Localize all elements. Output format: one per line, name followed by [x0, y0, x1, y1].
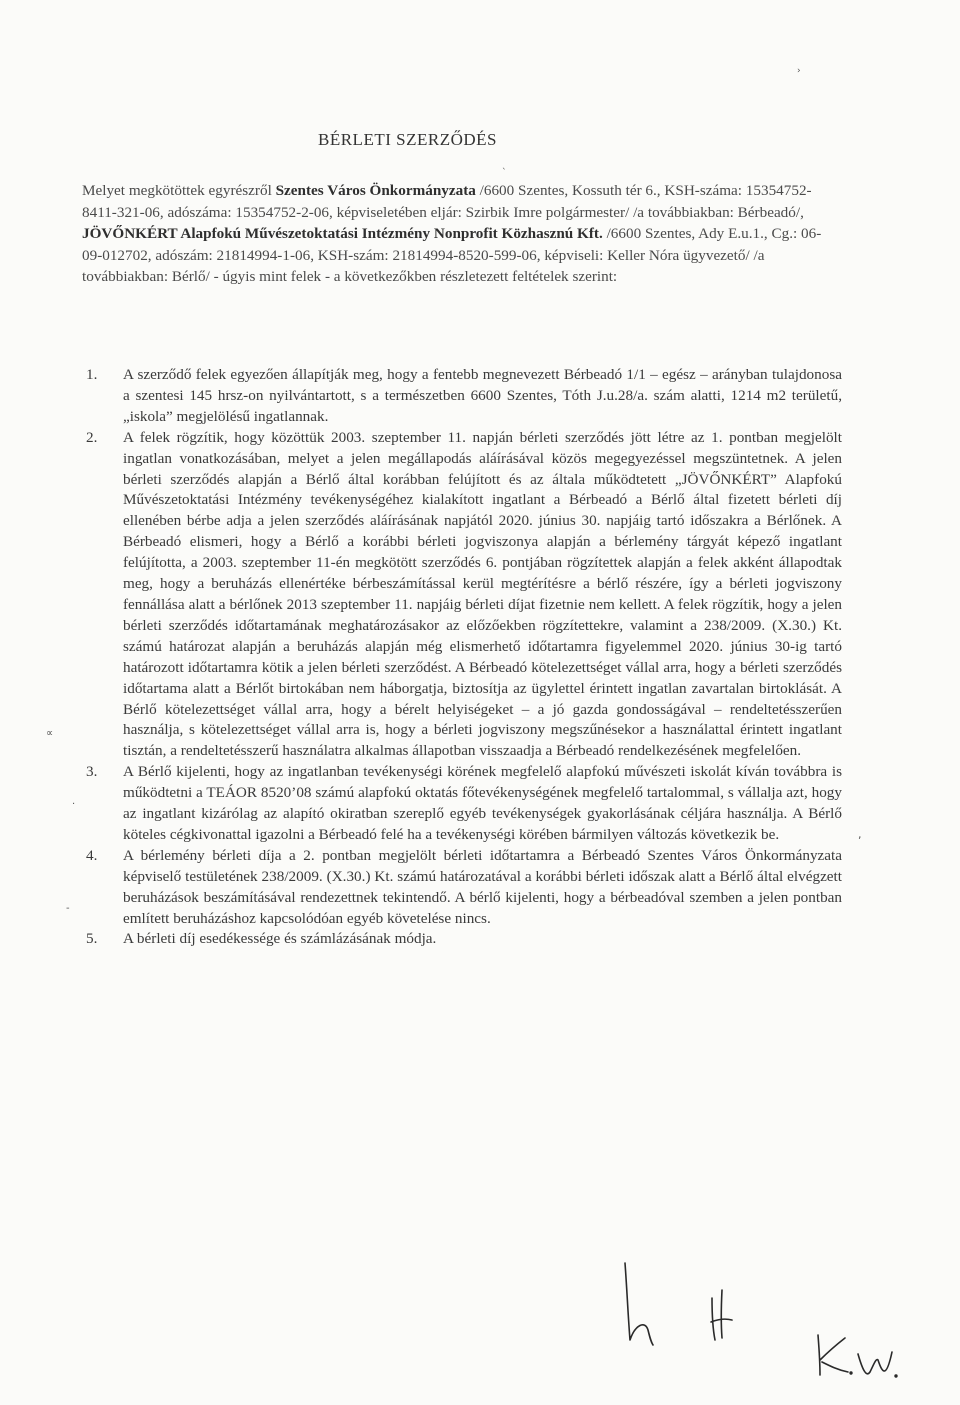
initial-dot — [895, 1375, 897, 1377]
clause-3 — [82, 762, 842, 846]
clause-number: 5. — [86, 930, 98, 948]
contract-parties-paragraph — [82, 180, 827, 288]
initial-mark-1 — [625, 1263, 653, 1345]
lessor-details: /6600 Szentes, Kossuth tér 6., KSH-száma: 15354752-8411-321-06, adószáma: 15354752-2-06, képviseletében eljár: Szirbik Imre polgármester/ /a továbbiakban: Bérbeadó/, — [82, 182, 812, 221]
clause-text: A felek rögzítik, hogy közöttük 2003. szeptember 11. napján bérleti szerződés jött létre az 1. pontban megjelölt ingatlan vonatkozásában, melyet a jelen megállapodás aláírásával közös megegyezéssel megszüntetnek. A jelen bérleti szerződés alapján a Bérlő által korábban felújított és az általa működtetett „JÖVŐNKÉRT” Alapfokú Művészetoktatási Intézmény tevékenységéhez kialakított ingatlant a Bérbeadó a Bérlő által fizetett bérleti díj ellenében bérbe adja a jelen szerződés aláírásának napjától 2020. június 30. napjáig tartó időszakra a Bérlőnek. A Bérbeadó elismeri, hogy a Bérlő a korábbi bérleti jogviszonya alapján a bérlemény tárgyát képező ingatlant felújította, a 2003. szeptember 11-én megkötött szerződés 6. pontjában rögzítettek alapján a felek akként állapodtak meg, hogy a beruházás ellenértéke bérbeszámítással kerül megtérítésre a bérlő részére, így a bérleti jogviszony fennállása alatt a bérlőnek 2013 szeptember 11. napjáig bérleti díjat fizetnie nem kellett. A felek rögzítik, hogy a jelen bérleti szerződés időtartamának meghatározásakor az előzőekben rögzítettekre, valamint a 238/2009. (X.30.) Kt. számú határozat alapján a beruházás alapján még elismerhető időtartamra figyelemmel 2020. június 30-ig tartó határozott időtartamra kötik a jelen bérleti szerződést. A Bérbeadó kötelezettséget vállal arra, hogy a bérleti szerződés időtartama alatt a Bérlőt birtokában nem háborgatja, biztosítja az ügylettel érintett ingatlan zavartalan birtoklását. A Bérlő kötelezettséget vállal arra, hogy a bérelt helyiségeket – a jó gazda gondosságával – rendeltetésszerűen használja, s kötelezettséget vállal arra is, hogy a bérleti jogviszony megszűnésekor a használattal érintett ingatlant tisztán, a rendeltetésszerű használatra alkalmas állapotban visszaadja a Bérbeadó rendelkezésének megfelelően. — [123, 428, 842, 760]
initial-mark-kw — [818, 1335, 892, 1375]
clause-1 — [82, 365, 842, 428]
clause-text: A Bérlő kijelenti, hogy az ingatlanban tevékenységi körének megfelelő alapfokú művészeti iskolát kíván továbbra is működtetni a TEÁOR 8520’08 számú alapfokú oktatás főtevékenységének megfelelő tartalommal, s vállalja azt, hogy az ingatlant kizárólag az alapító okiratban szereplő egyéb tevékenységek gyakorlásának céljára használja. A Bérlő köteles cégkivonattal igazolni a Bérbeadó felé ha a tevékenységi körében bármilyen változás következik be. — [123, 763, 842, 843]
margin-mark: ∝ — [46, 728, 54, 739]
clause-number: 2. — [86, 428, 98, 446]
margin-mark: › — [797, 66, 801, 76]
clause-5 — [82, 929, 842, 950]
clause-text: A bérlemény bérleti díja a 2. pontban megjelölt bérleti időtartamra a Bérbeadó Szentes Város Önkormányzata képviselő testületének 238/2009. (X.30.) Kt. számú határozatával a korábbi bérleti időszak alatt a Bérlő által elvégzett beruházások beszámításával rendezettnek tekintendő. A bérlő kijelenti, hogy a bérbeadóval szemben a jelen pontban említett beruházáshoz kapcsolódóan egyéb követelése nincs. — [123, 846, 842, 927]
margin-mark: , — [858, 828, 862, 841]
contract-clauses — [82, 365, 842, 950]
clause-2 — [82, 428, 842, 763]
lessee-details: /6600 Szentes, Ady E.u.1., Cg.: 06-09-012702, adószám: 21814994-1-06, KSH-szám: 21814994-8520-599-06, képviseli: Keller Nóra ügyvezető/ /a továbbiakban: Bérlő/ - úgyis mint felek - a következőkben részletezett feltételek szerint: — [82, 225, 822, 286]
clause-number: 3. — [86, 763, 98, 781]
initial-dot — [850, 1372, 852, 1374]
clause-text: A szerződő felek egyezően állapítják meg, hogy a fentebb megnevezett Bérbeadó 1/1 – egész – arányban tulajdonosa a szentesi 145 hrsz-on nyilvántartott, s a természetben 6600 Szentes, Tóth J.u.28/a. szám alatti, 1214 m2 területű, „iskola” megjelölésű ingatlannak. — [123, 366, 842, 425]
clause-number: 4. — [86, 846, 98, 864]
document-title: BÉRLETI SZERZŐDÉS — [318, 130, 497, 149]
clause-4 — [82, 846, 842, 930]
margin-mark: ˋ — [502, 168, 507, 178]
lessee-name: JÖVŐNKÉRT Alapfokú Művészetoktatási Intézmény Nonprofit Közhasznú Kft. — [82, 225, 603, 243]
initial-mark-2 — [711, 1290, 732, 1340]
margin-mark: - — [66, 903, 70, 914]
intro-lead-text: Melyet megkötöttek egyrészről — [82, 182, 276, 199]
margin-mark: · — [72, 799, 76, 810]
clause-text: A bérleti díj esedékessége és számlázásának módja. — [123, 930, 437, 948]
clause-number: 1. — [86, 366, 98, 383]
lessor-name: Szentes Város Önkormányzata — [275, 182, 476, 199]
